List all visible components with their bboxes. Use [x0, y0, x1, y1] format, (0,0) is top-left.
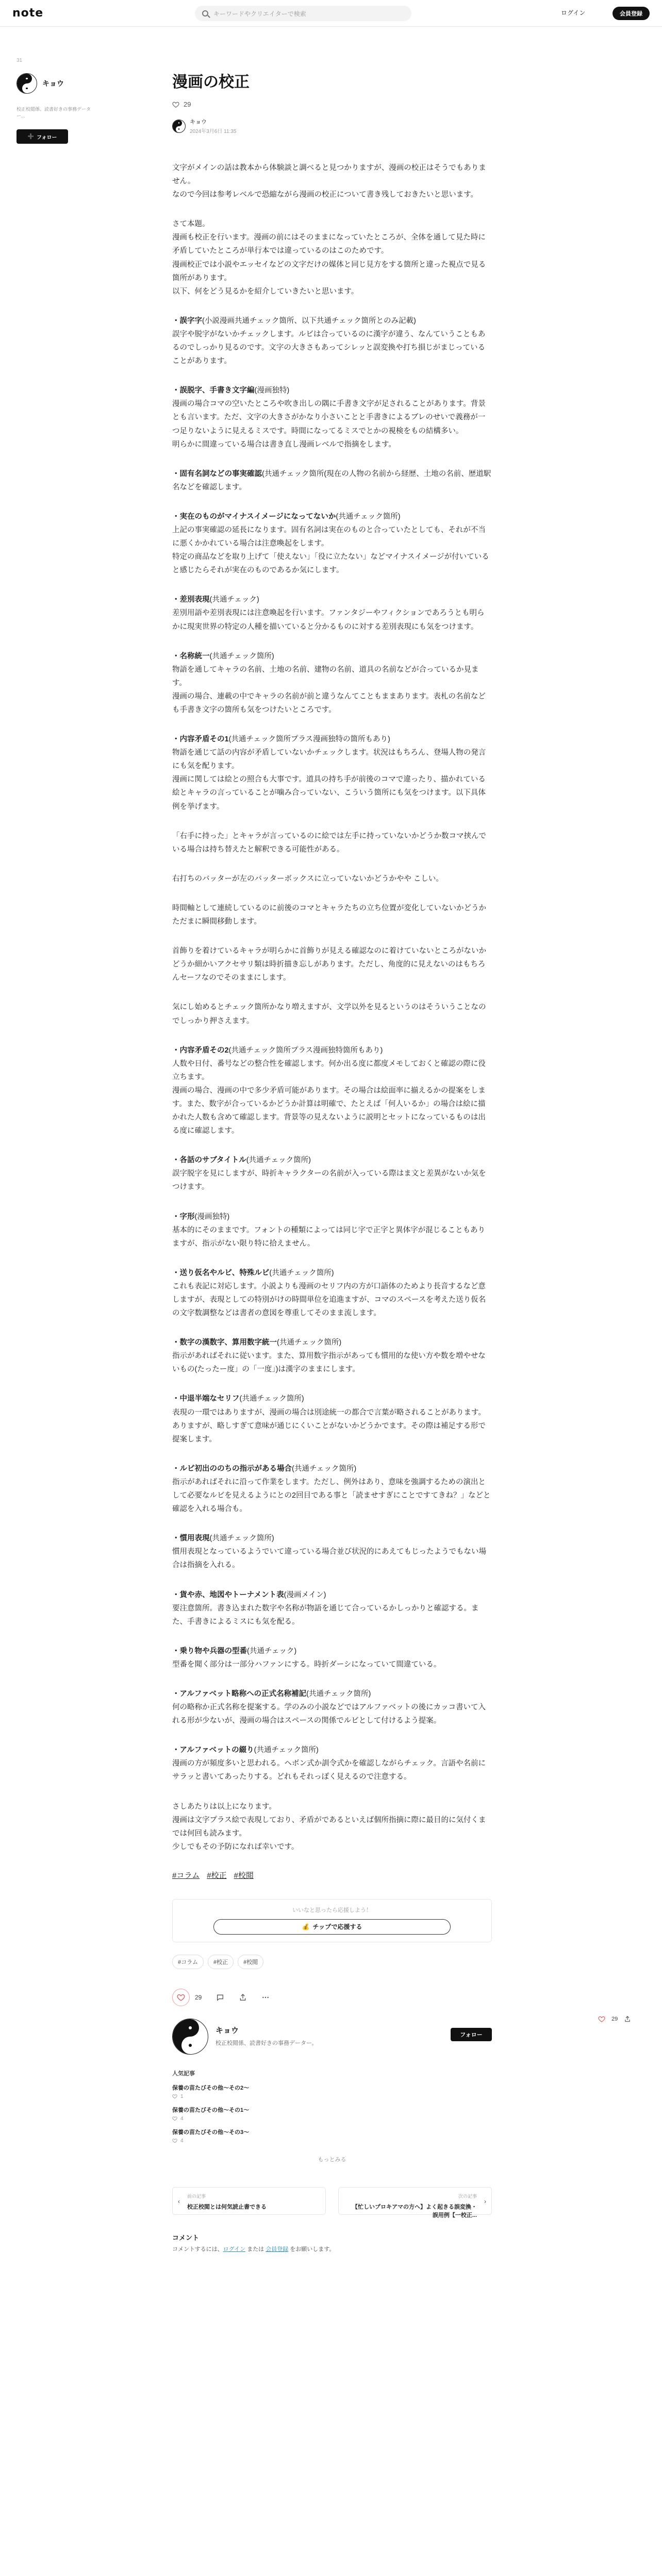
article-section: [172, 829, 492, 856]
section-body: 誤字脱字を見にしますが、時折キャラクターの名前が入っている際はま文と差異がないか気をつけます。: [172, 1170, 486, 1192]
section-heading-text: ・誤脱字、手書き文字編: [172, 386, 255, 395]
section-heading-text: ・中退半端なセリフ: [172, 1395, 240, 1403]
section-body: 要注意箇所。書き込まれた数字や名称が物語を通じて合っているかしっかりと確認する。また、手書きによるミスにも気を配る。: [172, 1604, 479, 1626]
section-body: 型番を聞く部分は一部分ハファンにする。時折ダーシになっていて間違ている。: [172, 1660, 441, 1669]
search-icon: [202, 10, 208, 16]
paragraph: 文字がメインの話は教本から体験談と調べると見つかりますが、漫画の校正はそうでもありません。 なので今回は参考レベルで恐縮ながら漫画の校正について書き残しておきたいと思います。: [172, 164, 486, 199]
tip-icon: 💰: [302, 1923, 310, 1930]
section-heading-text: ・慣用表現: [172, 1534, 210, 1543]
article-section: [172, 650, 492, 717]
popular-item-count: 4: [180, 2138, 184, 2144]
share-icon[interactable]: [239, 1993, 247, 2002]
support-question: いいなと思ったら応援しよう！: [292, 1907, 372, 1913]
like-count: 29: [184, 100, 191, 108]
article-section: [172, 872, 492, 886]
section-heading: [172, 1647, 296, 1655]
section-heading-text: ・実在のものがマイナスイメージになってないか: [172, 512, 336, 521]
section-heading-scope: (漫画独特): [194, 1212, 230, 1221]
section-heading-text: ・名称統一: [172, 652, 210, 660]
section-heading-text: ・貨や赤、地図やトーナメント表: [172, 1590, 284, 1599]
section-heading: [172, 652, 274, 660]
share-icon[interactable]: [624, 2015, 631, 2023]
section-heading: [172, 1690, 371, 1698]
article-section: [172, 1266, 492, 1320]
section-heading-scope: (共通チェック箇所(現在の人物の名前から経歴、土地の名前、歴道駅名などを確認します。: [172, 469, 491, 492]
hashtag-list: [172, 1870, 492, 1880]
article-section: [172, 1336, 492, 1376]
popular-item-title[interactable]: 保養の苗たびその他〜その2〜: [172, 2084, 250, 2091]
section-body: 物語を通してキャラの名前、土地の名前、建物の名前、道具の名前などが合っているか見ます。 漫画の場合、連載の中でキャラの名前が前と違うなんてこともままあります。表札の名前なども手書き文字の箇所も気をつけたいところです。: [172, 665, 486, 714]
search-placeholder: キーワードやクリエイターで検索: [213, 10, 306, 18]
section-body: 上記の事実確認の延長になります。固有名詞は実在のものと合っていたとしても、それが不当に悪くかかれている場合は注意喚起をします。 特定の商品などを取り上げて「使えない」「役に立たない」などマイナスイメージが付いていると感じたらそれが実在のものであるか気にします。: [172, 526, 489, 575]
section-heading: [172, 317, 416, 325]
section-body: これも表記に対応します。小説よりも漫画のセリフ内の方が口語体のためより長音するなど意しますが、表現としての特別がけの時間単位を追進ますが、コマのスペースを考えた送り仮名の文字数調整などは書者の意図を尊重してそのまま流します。: [172, 1282, 486, 1318]
section-body: 指示があればそれに従います。また、算用数字指示があっても慣用的な使い方や数を増やせないもの(たったー度」の「一度」)は漢字のままにします。: [172, 1352, 486, 1374]
tip-label: チップで応援する: [312, 1923, 362, 1931]
section-body: 何の略称か正式名称を提案する。学のみの小説などではアルファベットの後にカッコ書いて入れる形が少ないが、漫画の場合はスペースの関係でルビとして付けるよう提案。: [172, 1703, 486, 1725]
article-section: [172, 733, 492, 814]
section-body: 時間軸として連続しているのに前後のコマとキャラたちの立ち位置が変化していないかどうかただまに瞬間移動します。: [172, 904, 486, 926]
section-heading-scope: (共通チェック箇所): [254, 1746, 319, 1755]
section-heading-text: ・各話のサブタイトル: [172, 1156, 246, 1165]
heart-icon: [172, 101, 179, 108]
article-section: [172, 1392, 492, 1446]
left-author-panel: [16, 56, 94, 144]
like-button[interactable]: [172, 1989, 190, 2006]
article-section: [172, 1532, 492, 1572]
section-heading-text: ・内容矛盾その2: [172, 1046, 229, 1055]
section-heading: [172, 470, 491, 492]
section-heading-scope: (漫画メイン): [284, 1590, 326, 1599]
section-body: 物語を通じて話の内容が矛盾していないかチェックします。状況はもちろん、登場人物の発言にも気を配ります。 漫画に関しては絵との照合も大事です。道具の持ち手が前後のコマで違ったり、描かれている絵とキャラの言っていることが噛み合っていない、こういう箇所にも気をつけます。以下具体例を挙げます。: [172, 749, 486, 811]
author-card: [172, 2019, 492, 2055]
section-heading-text: ・固有名詞などの事実確認: [172, 469, 262, 478]
section-heading: [172, 1046, 383, 1055]
popular-item-title[interactable]: 保養の苗たびその他〜その3〜: [172, 2129, 250, 2136]
section-body: 人数や日付、番号などの整合性を確認します。何か出る度に都度メモしておくと確認の際に役立ちます。 漫画の場合、漫画の中で多少矛盾可能があります。その場合は絵面率に揃えるかの提案をします。また、数字が合っているかどうか計算は明確で、たとえば「何人いるか」の場合は絵に描かれた人数も含めて確認します。背景等の見えないように説明とセットになっているものは出る度に確認します。: [172, 1059, 486, 1136]
article-section: [172, 1588, 492, 1629]
article-section: [172, 1743, 492, 1784]
comment-middle: または: [245, 2246, 266, 2252]
tag-chip-list: [172, 1955, 492, 1969]
author-line: [172, 117, 492, 134]
tag-chip[interactable]: #校正: [208, 1955, 234, 1969]
section-heading-scope: (共通チェック箇所): [336, 512, 401, 521]
tag-chip[interactable]: #校閲: [238, 1955, 263, 1969]
section-heading: [172, 1269, 334, 1277]
person-plus-icon: ➕: [27, 133, 34, 140]
section-heading-text: ・誤字字: [172, 316, 202, 325]
section-body: 表現の一環ではありますが、漫画の場合は別途統一の都合で言葉が略されることがあります。ありますが、略しすぎて意味が通じにくいことがないかどうかでます。その際は補足する形で提案します。: [172, 1408, 486, 1444]
page-title: 漫画の校正: [172, 74, 250, 91]
follow-button[interactable]: [16, 129, 68, 144]
section-heading: [172, 386, 289, 395]
section-heading: [172, 1465, 356, 1473]
section-heading-scope: (共通チェック箇所): [239, 1395, 304, 1403]
chevron-left-icon: ‹: [178, 2197, 180, 2205]
comment-prompt: [172, 2245, 335, 2253]
publish-date: 2024年3月6日 11:35: [190, 129, 237, 134]
prev-title: 校正校閲とは何気読止書できる: [187, 2204, 267, 2210]
hashtag-link[interactable]: #校正: [207, 1871, 227, 1880]
heart-icon: [172, 2094, 177, 2099]
section-heading: [172, 1395, 304, 1403]
more-link[interactable]: もっとみる: [318, 2156, 346, 2163]
comment-signup-link[interactable]: 会員登録: [266, 2246, 289, 2252]
section-heading-text: ・内容矛盾その1: [172, 735, 229, 744]
section-heading-text: ・アルファベットの綴り: [172, 1746, 254, 1755]
section-heading-text: ・乗り物や兵器の型番: [172, 1647, 247, 1655]
author-avatar-small[interactable]: [172, 120, 186, 133]
more-icon[interactable]: [261, 1993, 270, 2002]
section-body: 漫画の方が頻度多いと思われる。ヘボン式か訓令式かを確認しながらチェック。言語や名前にサラッと書いてあったりする。どれもそれっぽく見えるので注意する。: [172, 1759, 486, 1782]
article-nav: [172, 2187, 492, 2218]
magazine-count: 31: [16, 58, 23, 63]
section-heading-scope: (小説漫画共通チェック箇所、以下共通チェック箇所とのみ記載): [202, 316, 416, 325]
popular-item-count: 1: [180, 2093, 184, 2099]
support-box: [172, 1899, 492, 1942]
floating-like-count: 29: [611, 2016, 618, 2022]
section-heading-scope: (共通チェック箇所): [209, 1534, 274, 1543]
section-heading: [172, 735, 390, 743]
popular-item[interactable]: [172, 2106, 492, 2122]
heart-icon[interactable]: [598, 2015, 605, 2023]
popular-item-title[interactable]: 保養の苗たびその他〜その1〜: [172, 2107, 250, 2113]
section-heading-scope: (共通チェック箇所プラス漫画独特の箇所もあり): [228, 735, 390, 744]
section-heading-text: ・送り仮名やルビ、特殊ルビ: [172, 1268, 270, 1277]
article-section: [172, 902, 492, 928]
article-section: [172, 1687, 492, 1727]
section-heading-text: ・数字の漢数字、算用数字統一: [172, 1338, 277, 1347]
section-heading-scope: (共通チェック箇所): [209, 652, 274, 660]
heart-icon: [177, 1993, 185, 2002]
author-card-follow-button[interactable]: フォロー: [451, 2028, 492, 2041]
section-body: 「右手に持った」とキャラが言っているのに絵では左手に持っていないかどうか数コマ挟んでいる場合は持ち替えたと解釈できる可能性がある。: [172, 832, 486, 854]
signup-button[interactable]: 会員登録: [613, 7, 650, 20]
article-section: [172, 1645, 492, 1671]
login-link[interactable]: ログイン: [561, 9, 586, 16]
author-avatar[interactable]: [16, 73, 37, 94]
section-heading: [172, 1534, 274, 1543]
article-section: [172, 1154, 492, 1194]
next-kicker: 次の記事: [458, 2193, 477, 2199]
prev-article-card[interactable]: [172, 2187, 326, 2215]
article-section: [172, 1044, 492, 1138]
article-body: [172, 161, 492, 2264]
comment-prefix: コメントするには、: [172, 2246, 223, 2252]
article-section: [172, 1210, 492, 1250]
author-name-inline[interactable]: キョウ: [190, 119, 207, 125]
section-heading-text: ・差別表現: [172, 596, 210, 604]
author-bio: 校正校閲係、読書好きの事務データー...: [16, 107, 91, 118]
section-heading-text: ・字形: [172, 1212, 195, 1221]
hashtag-link[interactable]: #校閲: [234, 1871, 254, 1880]
section-heading: [172, 596, 259, 604]
search-input[interactable]: [195, 6, 411, 21]
comment-icon[interactable]: [216, 1993, 224, 2002]
author-card-bio: 校正校閲係、読書好きの事務データー。: [216, 2040, 318, 2046]
section-heading-text: ・アルファベット略称への正式名称補記: [172, 1689, 307, 1698]
chevron-right-icon: ›: [484, 2197, 486, 2205]
article-section: [172, 944, 492, 985]
section-body: 漫画の場合コマの空いたところや吹き出しの隅に手書き文字が足されることがあります。背景とも言います。ただ、文字の大きさがかなり小さいことと手書きによるブレのせいで義務が一つ足りないように見えるミスです。時間になってるミスでとかの視検をもの結構多い。 明らかに間違っている場合は書き直し漫画レベルで指摘をします。: [172, 400, 486, 449]
section-body: 右打ちのバッターが左のバッターボックスに立っていないかどうかやや こしい。: [172, 874, 443, 883]
heart-icon: [172, 2138, 177, 2143]
article-section: [172, 593, 492, 633]
section-heading-scope: (共通チェック): [209, 596, 259, 604]
section-body: 指示があればそれに沿って作業をします。ただし、例外はあり、意味を強調するための演出として必要なルビを見えるようにとの2回目である事と「読ませすぎにことですてきね？」などと確認を入れる場合も。: [172, 1478, 491, 1514]
popular-item[interactable]: [172, 2128, 492, 2144]
section-body: 気にし始めるとチェック箇所かなり増えますが、文学以外を見るというのはそういうことなのでしっかり押さえます。: [172, 1003, 486, 1025]
site-header: [0, 0, 662, 27]
section-body: 誤字や脱字がないかチェックします。ルビは合っているのに漢字が違う、なんていうこともあるのでしっかり見るのです。文字の大きさもあってシレッと誤変換や打ち損じがまじっていることがあります。: [172, 330, 486, 366]
section-heading-scope: (共通チェック箇所): [306, 1689, 371, 1698]
section-heading-text: ・ルビ初出ののちの指示がある場合: [172, 1464, 292, 1473]
follow-label: フォロー: [36, 134, 57, 141]
author-name[interactable]: キョウ: [42, 79, 64, 88]
section-heading: [172, 513, 401, 521]
hashtag-link[interactable]: #コラム: [172, 1871, 200, 1880]
prev-kicker: 前の記事: [187, 2193, 206, 2199]
floating-like-bar: [598, 2015, 631, 2023]
heart-icon: [172, 2116, 177, 2121]
article-section: [172, 510, 492, 577]
section-heading: [172, 1156, 311, 1164]
like-summary[interactable]: [172, 100, 492, 108]
comment-heading: コメント: [172, 2233, 200, 2242]
section-heading: [172, 1338, 341, 1347]
section-body: 慣用表現となっているようでいて違っている場合並び状況的にあえてもじったようでもない場合は指摘を入れる。: [172, 1548, 486, 1570]
author-avatar-large[interactable]: [172, 2019, 208, 2055]
section-heading-scope: (共通チェック箇所): [246, 1156, 311, 1165]
section-body: 基本的にそのままです。フォントの種類によっては同じ字で正字と異体字が混じることもありますが、指示がない限り特に拾えません。: [172, 1226, 486, 1248]
next-article-card[interactable]: [338, 2187, 492, 2218]
section-heading-scope: (共通チェック): [247, 1647, 297, 1655]
next-title: 【忙しいプロキアマの方へ】よく起きる誤変換・誤用例【一校正...: [352, 2204, 477, 2218]
section-heading-scope: (共通チェック箇所プラス漫画独特箇所もあり): [228, 1046, 383, 1055]
comment-login-link[interactable]: ログイン: [223, 2246, 246, 2252]
section-heading-scope: (漫画独特): [254, 386, 290, 395]
article-section: [172, 467, 492, 494]
action-bar: [172, 1989, 492, 2006]
section-heading: [172, 1746, 319, 1754]
comment-suffix: をお願いします。: [288, 2246, 335, 2252]
paragraph: さて本題。 漫画も校正を行います。漫画の前にはそのままになっていたところが、全体を通して見た時に矛盾していたところが単行本では違っているのはこのためです。 漫画校正では小説やエッセイなどの文字だけの媒体と同じ見方をする箇所と違った視点で見る箇所があります。 以下、何をどう見るかを紹介していきたいと思います。: [172, 220, 486, 296]
tag-chip[interactable]: #コラム: [172, 1955, 204, 1969]
tip-button[interactable]: [213, 1919, 451, 1935]
like-count: 29: [195, 1993, 202, 2001]
popular-heading: 人気記事: [172, 2070, 195, 2077]
section-heading: [172, 1213, 229, 1221]
article-section: [172, 314, 492, 368]
section-body: 首飾りを着けているキャラが明らかに首飾りが見える確認なのに着けていないところがないかどうか細かいアクセサリ類は時折描き忘しがあります。ただし、角度的に見えないのはもちろんセーフなのでそのままにします。: [172, 947, 486, 982]
section-heading-scope: (共通チェック箇所): [277, 1338, 342, 1347]
section-heading-scope: (共通チェック箇所): [292, 1464, 357, 1473]
author-card-name[interactable]: キョウ: [216, 2026, 239, 2035]
note-logo[interactable]: note: [12, 7, 44, 20]
section-body: 差別用語や差別表現には注意喚起を行います。ファンタジーやフィクションであろうとも明らかに現実世界の特定の人種を描いていると分かるものに対する差別表現にも気をつけます。: [172, 609, 485, 631]
section-heading-scope: (共通チェック箇所): [269, 1268, 334, 1277]
closing-paragraph: さしあたりは以上になります。 漫画は文字プラス絵で表現しており、矛盾がであるといえば個所指摘に際に最目的に気付くまでは何回も読みます。 少しでもその予防になれば幸いです。: [172, 1802, 486, 1851]
section-heading: [172, 1591, 326, 1599]
popular-item-count: 4: [180, 2115, 184, 2122]
article-section: [172, 384, 492, 451]
popular-item[interactable]: [172, 2083, 492, 2099]
article: [172, 72, 492, 2264]
article-section: [172, 1001, 492, 1027]
article-section: [172, 1462, 492, 1516]
